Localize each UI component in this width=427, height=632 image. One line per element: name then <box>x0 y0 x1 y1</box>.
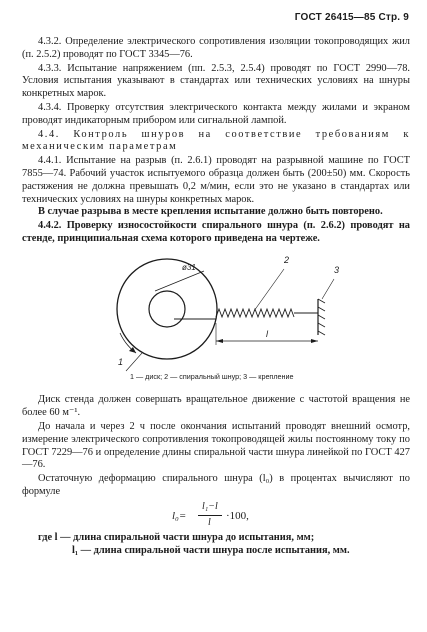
figure-caption: 1 — диск; 2 — спиральный шнур; 3 — крепление <box>130 371 294 381</box>
section-heading-4-4: 4.4. Контроль шнуров на соответствие требованиям к механическим параметрам <box>22 128 410 153</box>
para-4-3-3: 4.3.3. Испытание напряжением (пп. 2.5.3, 2.5.4) проводят по ГОСТ 2990—78. Условия испытания указывают в стандартах или технических условиях на шнуры конкретных марок. <box>22 62 410 100</box>
para-inspection: До начала и через 2 ч после окончания испытаний проводят внешний осмотр, измерение электрического сопротивления токопроводящей жилы постоянному току по ГОСТ 7229—76 и определение длины спиральной части шнура линейкой по ГОСТ 427—76. <box>22 420 410 471</box>
disk-outer <box>117 259 217 359</box>
formula-lhs: l₀= <box>172 509 187 522</box>
formula-numerator: l₁−l <box>202 500 218 512</box>
spiral-cord <box>216 309 294 317</box>
para-deformation: Остаточную деформацию спирального шнура (l₀) в процентах вычисляют по формуле <box>22 473 410 497</box>
definition-l: где l — длина спиральной части шнура до испытания, мм; <box>38 531 315 543</box>
label-diameter: ø31 <box>182 262 196 272</box>
para-4-4-1: 4.4.1. Испытание на разрыв (п. 2.6.1) проводят на разрывной машине по ГОСТ 7855—74. Рабочий участок испытуемого образца должен быть (200±50) мм. Скорость растяжения не должна превышать 0,2 м/мин, если это не указано в стандартах или технических условиях на шнуры конкретных марок. <box>22 155 410 205</box>
disk-hole <box>149 291 185 327</box>
para-4-4-2: 4.4.2. Проверку износостойкости спирального шнура (п. 2.6.2) проводят на стенде, принципиальная схема которого приведена на чертеже. <box>22 220 410 244</box>
label-1: 1 <box>118 356 124 367</box>
para-4-3-4: 4.3.4. Проверку отсутствия электрического контакта между жилами и экраном проводят индикаторным прибором или сигнальной лампой. <box>22 101 410 126</box>
para-disk-speed: Диск стенда должен совершать вращательное движение с частотой вращения не более 60 м⁻¹. <box>22 394 410 419</box>
label-length: l <box>266 328 268 339</box>
definition-l1: l₁ — длина спиральной части шнура после испытания, мм. <box>72 544 350 556</box>
formula-denominator: l <box>208 516 211 528</box>
label-3: 3 <box>334 264 340 275</box>
page-content <box>22 36 410 557</box>
label-2: 2 <box>284 254 290 265</box>
para-retest: В случае разрыва в месте крепления испытание должно быть повторено. <box>38 206 383 218</box>
test-stand-figure <box>22 249 410 373</box>
formula-rhs: ·100, <box>226 509 249 522</box>
page-header: ГОСТ 26415—85 Стр. 9 <box>294 12 409 23</box>
para-4-3-2: 4.3.2. Определение электрического сопротивления изоляции токопроводящих жил (п. 2.5.2) проводят по ГОСТ 3345—76. <box>22 36 410 60</box>
deformation-formula <box>22 501 410 531</box>
diameter-line <box>155 271 204 291</box>
test-stand-drawing <box>22 249 410 373</box>
